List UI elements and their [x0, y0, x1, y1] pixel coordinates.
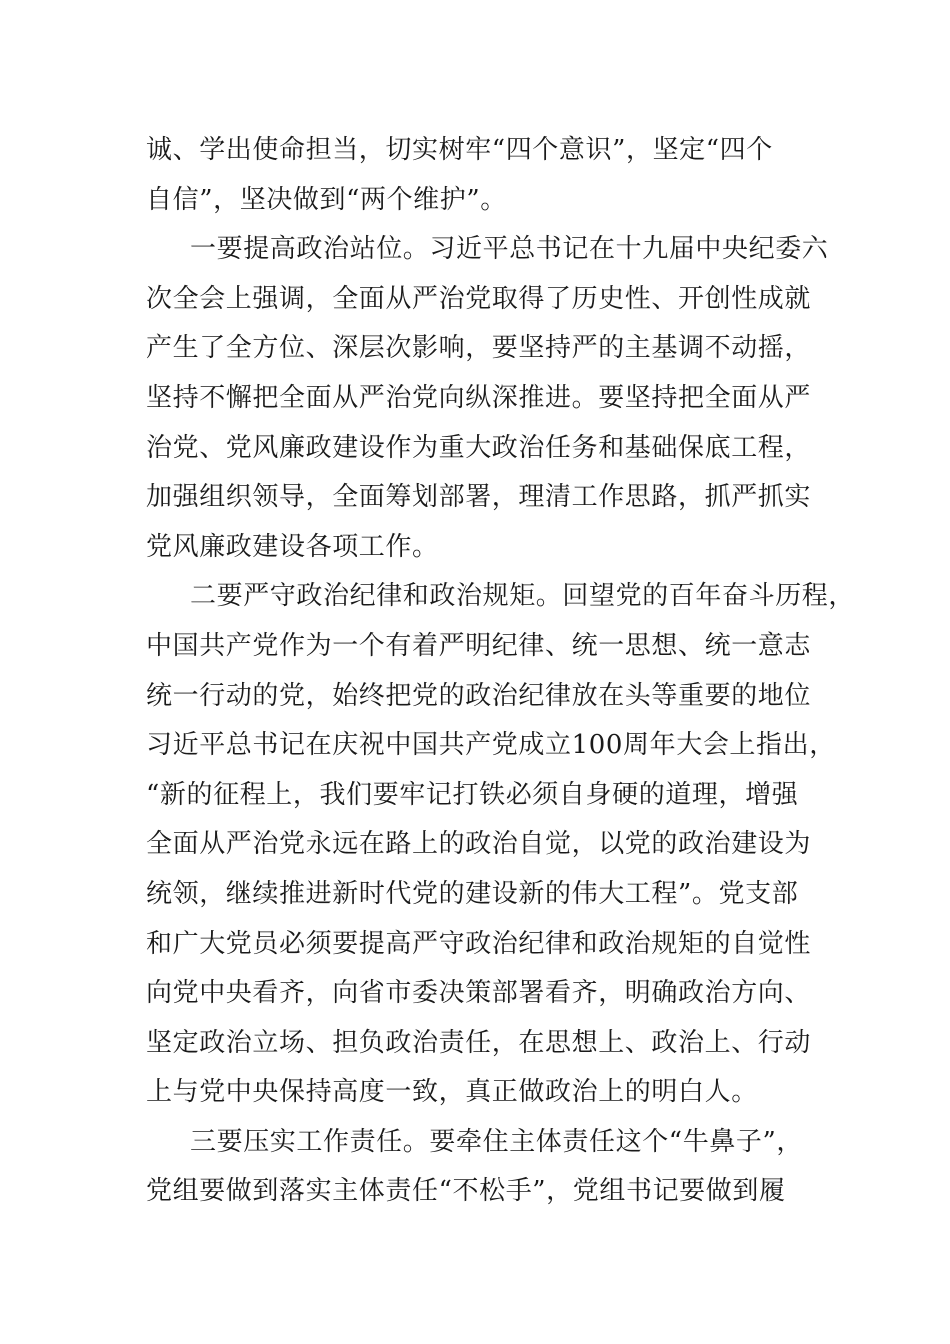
- paragraph-start-line: 一要提高政治站位。习近平总书记在十九届中央纪委六: [190, 234, 829, 265]
- text-line: 上与党中央保持高度一致，真正做政治上的明白人。: [146, 1077, 758, 1108]
- text-line: 和广大党员必须要提高严守政治纪律和政治规矩的自觉性: [146, 928, 812, 959]
- paragraph-start-line: 二要严守政治纪律和政治规矩。回望党的百年奋斗历程，: [190, 581, 856, 612]
- paragraph-start-line: 三要压实工作责任。要牵住主体责任这个“牛鼻子”，: [190, 1126, 803, 1157]
- text-line: 中国共产党作为一个有着严明纪律、统一思想、统一意志: [146, 630, 812, 661]
- text-line: 党风廉政建设各项工作。: [146, 531, 439, 562]
- text-line: 习近平总书记在庆祝中国共产党成立100周年大会上指出，: [146, 730, 836, 761]
- text-line: 诚、学出使命担当，切实树牢“四个意识”，坚定“四个: [146, 135, 773, 165]
- text-line: “新的征程上，我们要牢记打铁必须自身硬的道理，增强: [146, 779, 799, 810]
- text-line: 坚定政治立场、担负政治责任，在思想上、政治上、行动: [146, 1027, 812, 1058]
- text-line: 产生了全方位、深层次影响，要坚持严的主基调不动摇，: [146, 333, 812, 364]
- text-line: 治党、党风廉政建设作为重大政治任务和基础保底工程，: [146, 432, 812, 463]
- text-line: 全面从严治党永远在路上的政治自觉，以党的政治建设为: [146, 829, 812, 860]
- text-line: 党组要做到落实主体责任“不松手”，党组书记要做到履: [146, 1176, 786, 1207]
- text-line: 统领，继续推进新时代党的建设新的伟大工程”。党支部: [146, 878, 799, 909]
- text-line: 自信”，坚决做到“两个维护”。: [146, 184, 507, 215]
- text-line: 坚持不懈把全面从严治党向纵深推进。要坚持把全面从严: [146, 382, 812, 413]
- body-text: [146, 126, 856, 1217]
- text-line: 加强组织领导，全面筹划部署，理清工作思路，抓严抓实: [146, 482, 812, 513]
- text-line: 向党中央看齐，向省市委决策部署看齐，明确政治方向、: [146, 978, 812, 1009]
- text-line: 统一行动的党，始终把党的政治纪律放在头等重要的地位: [146, 680, 812, 711]
- text-line: 次全会上强调，全面从严治党取得了历史性、开创性成就: [146, 283, 812, 314]
